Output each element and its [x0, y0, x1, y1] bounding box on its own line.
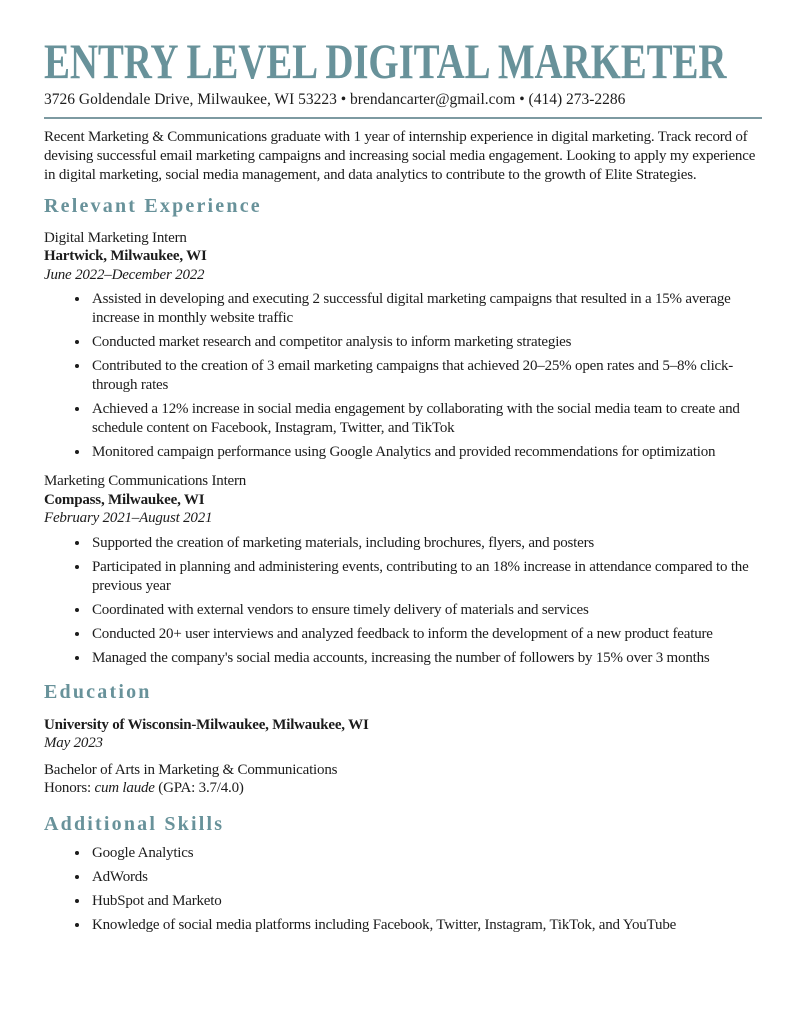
- job-company: Compass, Milwaukee, WI: [44, 491, 205, 508]
- job-entry-1: [44, 229, 762, 463]
- job-title: Digital Marketing Intern: [44, 229, 187, 246]
- section-education: [44, 680, 762, 798]
- resume-header: [44, 33, 762, 119]
- bullet-item: • Supported the creation of marketing materials, including brochures, flyers, and posters: [90, 534, 762, 553]
- bullet-item: • Conducted 20+ user interviews and analyzed feedback to inform the development of a new product feature: [90, 625, 762, 644]
- summary-text: Recent Marketing & Communications graduate with 1 year of internship experience in digital marketing. Track record of devising successful email marketing campaigns and increasing social media engagement. Looking to apply my experience in digital marketing, social media management, and data analytics to contribute to the growth of Elite Strategies.: [44, 129, 756, 184]
- job-title: Marketing Communications Intern: [44, 473, 247, 490]
- contact-line: 3726 Goldendale Drive, Milwaukee, WI 53223 • brendancarter@gmail.com • (414) 273-2286: [44, 91, 626, 108]
- bullet-item: • HubSpot and Marketo: [90, 892, 762, 911]
- bullet-item: • Monitored campaign performance using Google Analytics and provided recommendations for optimization: [90, 443, 762, 462]
- bullet-item: • Coordinated with external vendors to ensure timely delivery of materials and services: [90, 601, 762, 620]
- school-name: University of Wisconsin-Milwaukee, Milwaukee, WI: [44, 716, 369, 733]
- skills-list: [44, 844, 762, 935]
- job-bullets: [44, 534, 762, 668]
- degree-block: [44, 761, 762, 798]
- resume-title: ENTRY LEVEL DIGITAL MARKETER: [44, 33, 727, 89]
- honors-line: [44, 779, 762, 798]
- education-heading: Education: [44, 680, 152, 703]
- bullet-item: • Google Analytics: [90, 844, 762, 863]
- education-entry: [44, 716, 762, 798]
- bullet-item: • Assisted in developing and executing 2 successful digital marketing campaigns that resulted in a 15% average increase in monthly website traffic: [90, 290, 762, 328]
- experience-heading: Relevant Experience: [44, 194, 262, 217]
- section-skills: [44, 812, 762, 935]
- graduation-date: May 2023: [44, 735, 103, 752]
- bullet-item: • Managed the company's social media accounts, increasing the number of followers by 15% over 3 months: [90, 649, 762, 668]
- bullet-item: • Knowledge of social media platforms including Facebook, Twitter, Instagram, TikTok, and YouTube: [90, 916, 762, 935]
- skills-heading: Additional Skills: [44, 812, 225, 835]
- bullet-item: • Participated in planning and administering events, contributing to an 18% increase in attendance compared to the previous year: [90, 558, 762, 596]
- honors-latin: cum laude: [94, 780, 155, 797]
- honors-prefix: Honors:: [44, 780, 95, 797]
- bullet-item: • Contributed to the creation of 3 email marketing campaigns that achieved 20–25% open rates and 5–8% click-through rates: [90, 357, 762, 395]
- job-company: Hartwick, Milwaukee, WI: [44, 248, 207, 265]
- bullet-item: • Achieved a 12% increase in social media engagement by collaborating with the social media team to create and schedule content on Facebook, Instagram, Twitter, and TikTok: [90, 400, 762, 438]
- job-entry-2: [44, 472, 762, 668]
- bullet-item: • AdWords: [90, 868, 762, 887]
- job-dates: June 2022–December 2022: [44, 266, 205, 283]
- bullet-item: • Conducted market research and competitor analysis to inform marketing strategies: [90, 333, 762, 352]
- honors-gpa: (GPA: 3.7/4.0): [154, 780, 244, 797]
- degree-name: Bachelor of Arts in Marketing & Communications: [44, 761, 338, 778]
- header-divider: [44, 117, 762, 119]
- job-bullets: [44, 290, 762, 462]
- job-dates: February 2021–August 2021: [44, 510, 213, 527]
- section-experience: [44, 194, 762, 668]
